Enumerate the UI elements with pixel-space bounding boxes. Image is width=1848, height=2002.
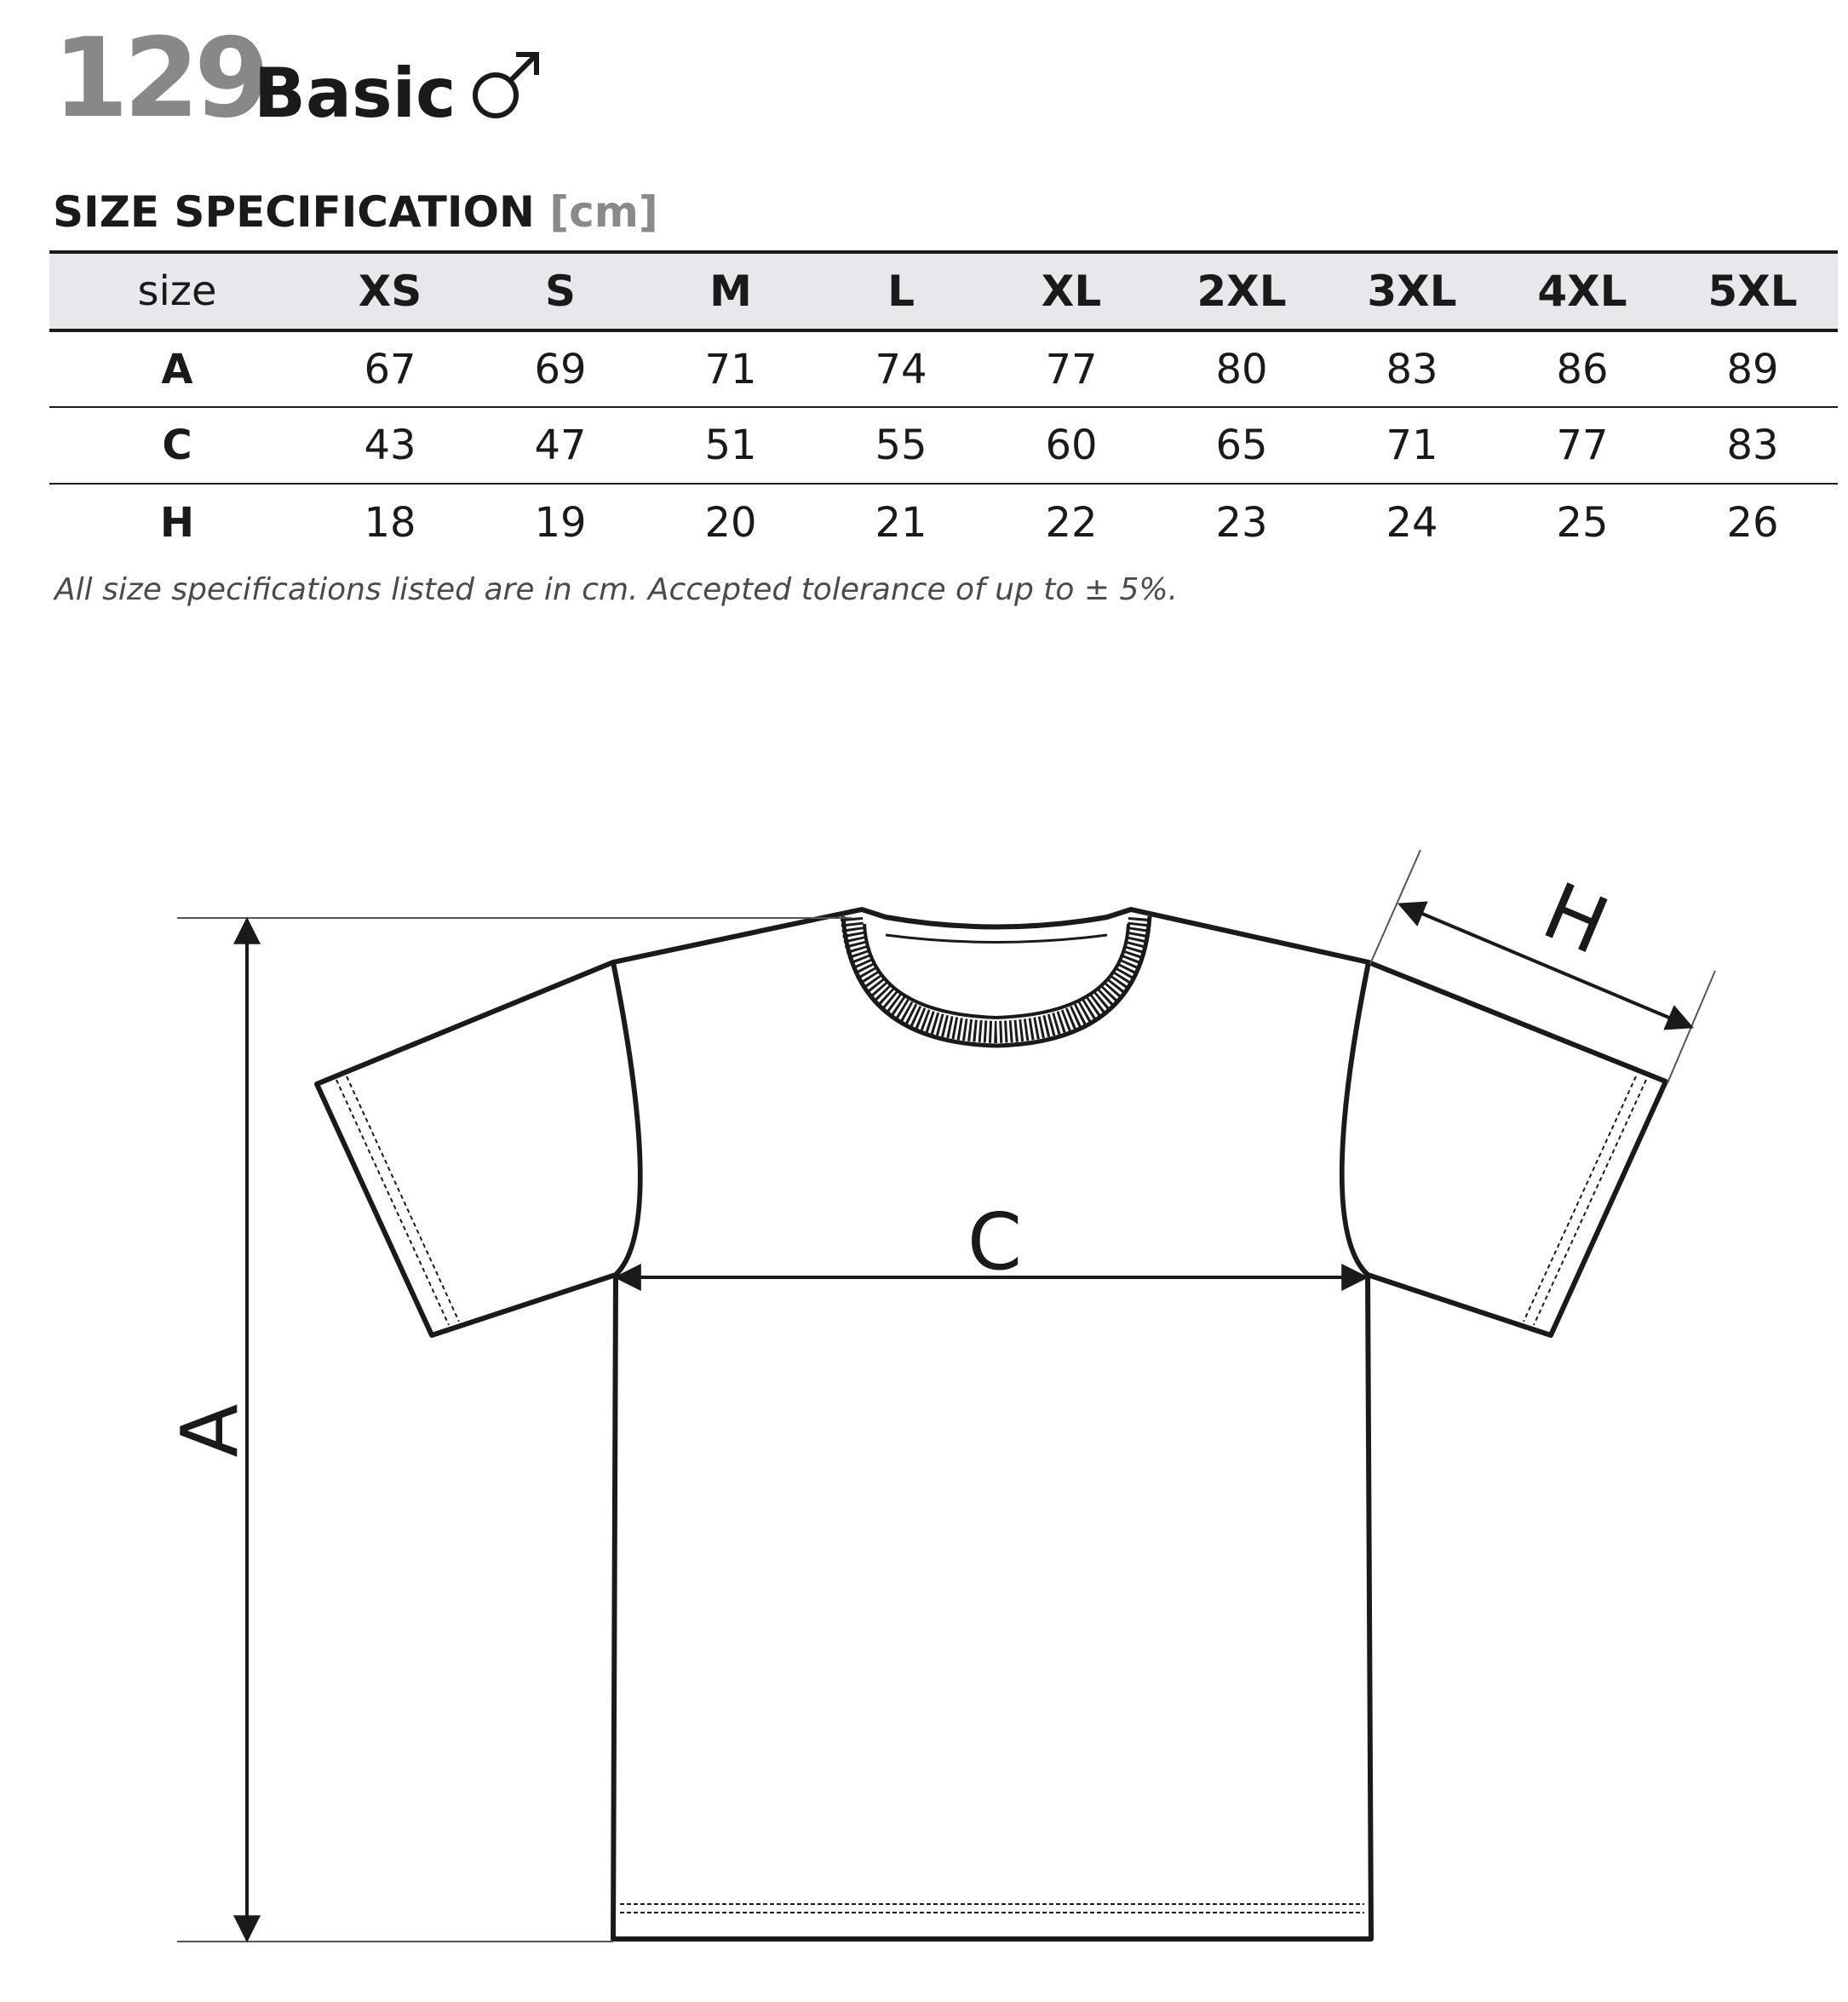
table-cell: 20 — [704, 498, 757, 547]
size-header-row — [49, 252, 1838, 330]
tshirt-diagram — [0, 817, 1848, 1999]
tshirt-diagram-svg — [0, 817, 1848, 1999]
table-cell: 77 — [1045, 345, 1098, 393]
table-cell: 19 — [534, 498, 587, 547]
table-cell: 77 — [1556, 422, 1609, 469]
model-number: 129 — [53, 15, 266, 142]
table-cell: 65 — [1215, 422, 1268, 469]
table-cell: 69 — [534, 345, 587, 393]
size-header-cell: XS — [358, 267, 422, 316]
size-header-label: size — [137, 267, 217, 315]
size-specification-title — [53, 182, 658, 242]
table-cell: 67 — [364, 345, 416, 393]
table-row — [49, 484, 1838, 560]
table-cell: 86 — [1556, 345, 1609, 393]
size-table — [49, 250, 1838, 560]
table-cell: 24 — [1386, 498, 1438, 547]
sleeve-extension-left — [1370, 850, 1420, 964]
table-cell: 25 — [1556, 498, 1609, 547]
table-cell: 89 — [1726, 345, 1779, 393]
table-cell: 80 — [1215, 345, 1268, 393]
table-cell: 26 — [1726, 498, 1779, 547]
size-header-cell: 3XL — [1367, 267, 1457, 316]
table-cell: 71 — [704, 345, 757, 393]
table-cell: 55 — [875, 422, 927, 469]
table-cell: 47 — [534, 422, 587, 469]
table-cell: 21 — [875, 498, 927, 547]
table-cell: 71 — [1386, 422, 1438, 469]
length-label: A — [164, 1403, 255, 1458]
size-header-cell: 5XL — [1707, 267, 1798, 316]
chest-label: C — [967, 1196, 1023, 1288]
table-cell: 83 — [1386, 345, 1438, 393]
table-cell: 22 — [1045, 498, 1098, 547]
size-header-cell: L — [887, 267, 915, 316]
table-row — [49, 330, 1838, 407]
spec-title-text: SIZE SPECIFICATION — [53, 187, 535, 237]
tshirt-outline — [317, 909, 1666, 1939]
spec-unit: [cm] — [549, 187, 658, 237]
table-cell: 74 — [875, 345, 927, 393]
table-cell: 18 — [364, 498, 416, 547]
row-label: H — [159, 498, 195, 547]
size-header-cell: 2XL — [1197, 267, 1287, 316]
row-label: A — [161, 345, 193, 393]
table-cell: 43 — [364, 422, 416, 469]
table-cell: 51 — [704, 422, 757, 469]
male-symbol-icon — [460, 37, 554, 131]
size-header-cell: 4XL — [1537, 267, 1627, 316]
size-header-cell: S — [544, 267, 576, 316]
table-cell: 23 — [1215, 498, 1268, 547]
model-name: Basic — [254, 54, 456, 133]
sleeve-label: H — [1530, 865, 1621, 972]
table-cell: 83 — [1726, 422, 1779, 469]
size-header-cell: XL — [1041, 267, 1102, 316]
table-row — [49, 407, 1838, 484]
table-cell: 60 — [1045, 422, 1098, 469]
size-header-cell: M — [709, 267, 752, 316]
row-label: C — [162, 422, 192, 469]
tolerance-footnote: All size specifications listed are in cm. Accepted tolerance of up to ± 5%. — [55, 572, 1179, 607]
